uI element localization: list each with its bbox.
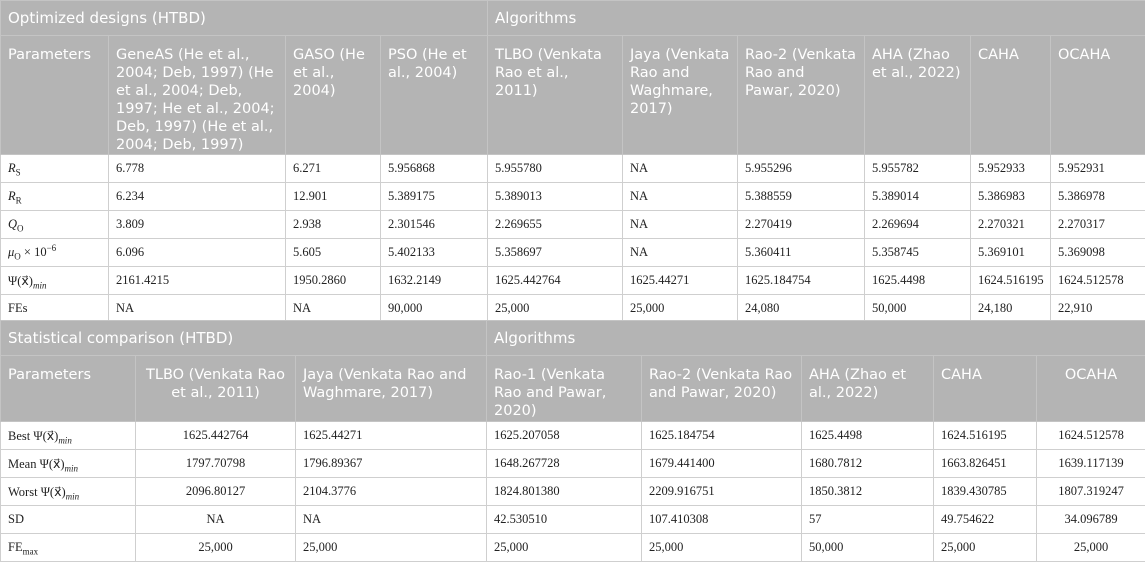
table-cell: 3.809 [109,211,286,239]
column-header: Parameters [1,36,109,155]
column-header: CAHA [934,356,1037,422]
table-cell: 25,000 [1037,534,1145,562]
column-header: OCAHA [1037,356,1145,422]
table-cell: 5.369098 [1051,239,1145,267]
table-cell: 57 [802,506,934,534]
column-header-row [1,36,1145,155]
label-base: Ψ(x⃗) [40,457,65,471]
statistical-comparison-table [0,320,1145,562]
table-cell: 25,000 [488,295,623,323]
label-base: μ [8,245,14,259]
label-subscript: min [66,491,80,501]
column-header: OCAHA [1051,36,1145,155]
table-row [1,183,1145,211]
table-row [1,534,1145,562]
table-cell: 5.389175 [381,183,488,211]
table-row [1,211,1145,239]
table-cell: 1807.319247 [1037,478,1145,506]
row-label [1,422,136,450]
table-cell: 90,000 [381,295,488,323]
column-header: GeneAS (He et al., 2004; Deb, 1997) (He et al., 2004; Deb, 1997; He et al., 2004; Deb, 1997) (He et al., 2004; Deb, 1997) [109,36,286,155]
table-cell: NA [136,506,296,534]
table-cell: 1625.44271 [623,267,738,295]
table-cell: 2.938 [286,211,381,239]
table-cell: 1839.430785 [934,478,1037,506]
label-base: FEs [8,301,27,315]
table-cell: 2.270321 [971,211,1051,239]
table-cell: 1624.512578 [1051,267,1145,295]
table-cell: 5.955780 [488,155,623,183]
column-header: GASO (He et al., 2004) [286,36,381,155]
column-header: TLBO (Venkata Rao et al., 2011) [136,356,296,422]
table-cell: NA [286,295,381,323]
table-row [1,506,1145,534]
table-cell: 5.360411 [738,239,865,267]
table-cell: 25,000 [487,534,642,562]
table-cell: 1680.7812 [802,450,934,478]
row-label [1,155,109,183]
table-cell: 50,000 [802,534,934,562]
table-cell: 1625.207058 [487,422,642,450]
table-cell: 42.530510 [487,506,642,534]
table-cell: 1624.512578 [1037,422,1145,450]
table-row [1,239,1145,267]
label-tail: × 10 [21,245,47,259]
label-base: R [8,161,16,175]
section-title: Statistical comparison (HTBD) [1,321,487,356]
table-cell: 25,000 [623,295,738,323]
label-subscript: R [16,196,22,206]
table-cell: 2161.4215 [109,267,286,295]
label-prefix: Mean [8,457,40,471]
label-subscript: min [33,280,47,290]
table-cell: 1625.442764 [136,422,296,450]
row-label [1,450,136,478]
table-cell: 2.269694 [865,211,971,239]
column-header: Parameters [1,356,136,422]
table-cell: 25,000 [136,534,296,562]
column-header: CAHA [971,36,1051,155]
table-cell: 25,000 [642,534,802,562]
table-cell: 24,080 [738,295,865,323]
table-cell: NA [623,183,738,211]
table-cell: NA [109,295,286,323]
label-base: R [8,189,16,203]
table-cell: 1625.44271 [296,422,487,450]
table-cell: 1679.441400 [642,450,802,478]
label-base: FE [8,540,23,554]
table-row [1,267,1145,295]
table-cell: 1624.516195 [971,267,1051,295]
column-header: AHA (Zhao et al., 2022) [865,36,971,155]
table-cell: 1632.2149 [381,267,488,295]
table-cell: 2.301546 [381,211,488,239]
table-cell: 22,910 [1051,295,1145,323]
table-cell: NA [623,239,738,267]
table-cell: 5.952933 [971,155,1051,183]
row-label [1,183,109,211]
table-cell: 5.955782 [865,155,971,183]
label-subscript: S [16,168,21,178]
label-base: Ψ(x⃗) [41,485,66,499]
table-cell: 1824.801380 [487,478,642,506]
table-cell: 6.096 [109,239,286,267]
table-cell: 5.389013 [488,183,623,211]
table-cell: 2.270317 [1051,211,1145,239]
table-cell: 5.605 [286,239,381,267]
label-subscript: O [14,252,21,262]
row-label [1,211,109,239]
table-cell: 5.955296 [738,155,865,183]
table-cell: 2209.916751 [642,478,802,506]
column-header: Jaya (Venkata Rao and Waghmare, 2017) [623,36,738,155]
table-cell: 50,000 [865,295,971,323]
label-subscript: min [58,435,72,445]
row-label [1,534,136,562]
table-cell: 1797.70798 [136,450,296,478]
table-cell: 6.778 [109,155,286,183]
table-cell: 5.386983 [971,183,1051,211]
table-cell: 1625.4498 [802,422,934,450]
table-cell: 6.234 [109,183,286,211]
column-header: AHA (Zhao et al., 2022) [802,356,934,422]
label-superscript: −6 [47,243,57,253]
table-cell: 12.901 [286,183,381,211]
section-header-row [1,321,1145,356]
table-cell: 1950.2860 [286,267,381,295]
column-header-row [1,356,1145,422]
table-cell: 34.096789 [1037,506,1145,534]
row-label [1,506,136,534]
table-cell: 24,180 [971,295,1051,323]
column-header: Rao-2 (Venkata Rao and Pawar, 2020) [738,36,865,155]
table-cell: 5.389014 [865,183,971,211]
label-base: Ψ(x⃗) [8,274,33,288]
table-cell: NA [623,211,738,239]
column-header: Rao-1 (Venkata Rao and Pawar, 2020) [487,356,642,422]
table-row [1,478,1145,506]
column-header: TLBO (Venkata Rao et al., 2011) [488,36,623,155]
algorithms-title: Algorithms [487,321,1145,356]
table-cell: 1625.4498 [865,267,971,295]
table-cell: 5.388559 [738,183,865,211]
table-cell: 5.952931 [1051,155,1145,183]
table-cell: 25,000 [934,534,1037,562]
table-cell: 1625.184754 [642,422,802,450]
column-header: Jaya (Venkata Rao and Waghmare, 2017) [296,356,487,422]
row-label [1,239,109,267]
table-cell: 49.754622 [934,506,1037,534]
label-base: SD [8,512,24,526]
table-row [1,155,1145,183]
label-base: Ψ(x⃗) [33,429,58,443]
table-cell: 5.402133 [381,239,488,267]
section-header-row [1,1,1145,36]
label-subscript: O [17,224,24,234]
table-cell: 5.386978 [1051,183,1145,211]
row-label [1,478,136,506]
label-subscript: min [65,463,79,473]
section-title: Optimized designs (HTBD) [1,1,488,36]
table-cell: 5.956868 [381,155,488,183]
table-cell: 2104.3776 [296,478,487,506]
table-cell: NA [296,506,487,534]
table-cell: NA [623,155,738,183]
table-row [1,295,1145,323]
table-cell: 2.270419 [738,211,865,239]
row-label [1,267,109,295]
table-cell: 6.271 [286,155,381,183]
table-cell: 5.358697 [488,239,623,267]
table-cell: 5.358745 [865,239,971,267]
row-label [1,295,109,323]
table-cell: 1663.826451 [934,450,1037,478]
table-cell: 5.369101 [971,239,1051,267]
table-row [1,422,1145,450]
column-header: PSO (He et al., 2004) [381,36,488,155]
label-prefix: Worst [8,485,41,499]
label-base: Q [8,217,17,231]
table-cell: 2096.80127 [136,478,296,506]
table-cell: 1648.267728 [487,450,642,478]
table-cell: 1624.516195 [934,422,1037,450]
table-cell: 1639.117139 [1037,450,1145,478]
table-cell: 1796.89367 [296,450,487,478]
table-row [1,450,1145,478]
table-cell: 25,000 [296,534,487,562]
label-prefix: Best [8,429,33,443]
label-subscript: max [23,547,39,557]
table-cell: 2.269655 [488,211,623,239]
column-header: Rao-2 (Venkata Rao and Pawar, 2020) [642,356,802,422]
table-cell: 1625.442764 [488,267,623,295]
table-cell: 1850.3812 [802,478,934,506]
table-cell: 1625.184754 [738,267,865,295]
algorithms-title: Algorithms [488,1,1145,36]
table-cell: 107.410308 [642,506,802,534]
